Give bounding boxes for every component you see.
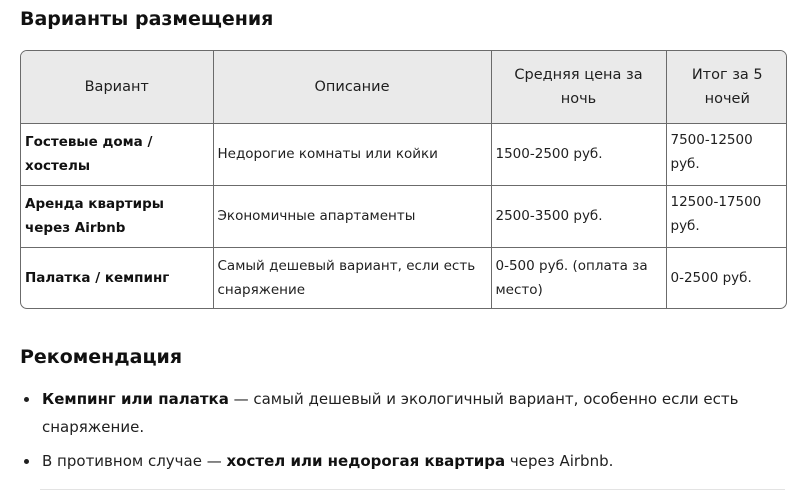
recommendation-list <box>20 385 780 481</box>
list-item-text: через Airbnb. <box>505 452 614 470</box>
list-item <box>20 385 780 441</box>
cell-description: Самый дешевый вариант, если есть снаряжение <box>213 247 491 309</box>
cell-variant: Палатка / кемпинг <box>21 247 213 309</box>
accommodation-table <box>20 50 787 309</box>
list-item-text: — самый дешевый и экологичный вариант, особенно если есть снаряжение. <box>42 390 739 436</box>
cell-avg-price: 1500-2500 руб. <box>491 123 666 185</box>
column-header-avg-price: Средняя цена за ночь <box>491 51 666 123</box>
cell-avg-price: 0-500 руб. (оплата за место) <box>491 247 666 309</box>
table-row <box>21 123 787 185</box>
table-header-row <box>21 51 787 123</box>
column-header-variant: Вариант <box>21 51 213 123</box>
divider <box>40 489 785 490</box>
cell-total: 7500-12500 руб. <box>666 123 787 185</box>
list-item-bold: хостел или недорогая квартира <box>226 452 506 470</box>
bullet-icon <box>24 459 29 464</box>
list-item <box>20 447 780 475</box>
list-item-bold: Кемпинг или палатка <box>42 390 229 408</box>
column-header-description: Описание <box>213 51 491 123</box>
cell-avg-price: 2500-3500 руб. <box>491 185 666 247</box>
section-title: Рекомендация <box>20 346 183 368</box>
list-item-text: В противном случае — <box>42 452 227 470</box>
section-title: Варианты размещения <box>20 8 274 30</box>
bullet-icon <box>24 397 29 402</box>
cell-description: Недорогие комнаты или койки <box>213 123 491 185</box>
column-header-total: Итог за 5 ночей <box>666 51 787 123</box>
table-row <box>21 185 787 247</box>
cell-total: 12500-17500 руб. <box>666 185 787 247</box>
table-row <box>21 247 787 309</box>
cell-variant: Гостевые дома / хостелы <box>21 123 213 185</box>
cell-variant: Аренда квартиры через Airbnb <box>21 185 213 247</box>
cell-description: Экономичные апартаменты <box>213 185 491 247</box>
cell-total: 0-2500 руб. <box>670 270 752 287</box>
